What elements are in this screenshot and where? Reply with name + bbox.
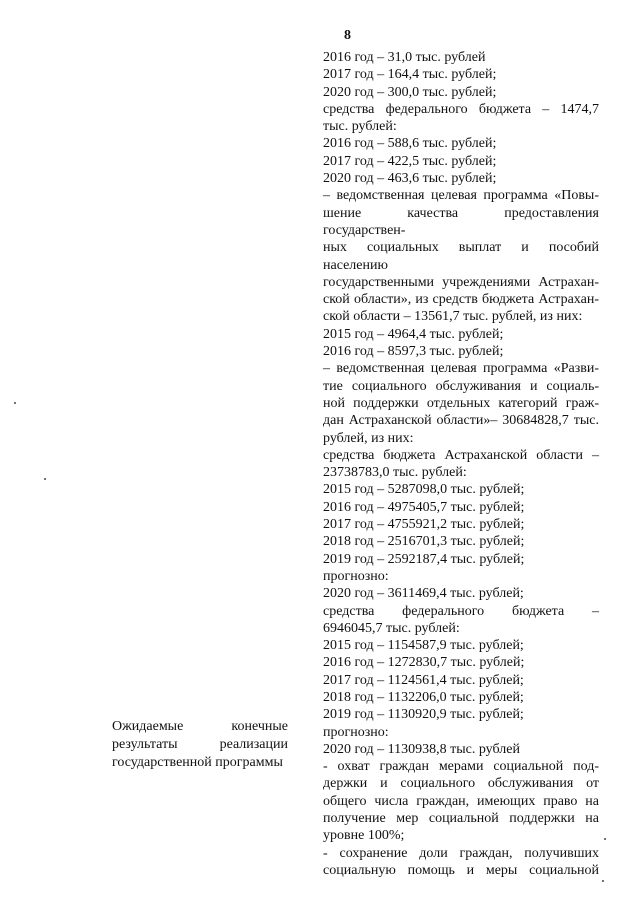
text-line: держки и социального обслуживания от	[323, 776, 599, 792]
text-line: шение качества предоставления государствен-	[323, 205, 599, 238]
scan-speck	[14, 402, 16, 404]
text-line: дан Астраханской области»– 30684828,7 тыс.	[323, 413, 599, 429]
text-line: 2016 год – 1272830,7 тыс. рублей;	[323, 655, 525, 671]
text-line: - охват граждан мерами социальной под-	[323, 759, 599, 775]
text-line: прогнозно:	[323, 724, 389, 740]
text-line: 6946045,7 тыс. рублей:	[323, 620, 460, 636]
text-line: 2019 год – 2592187,4 тыс. рублей;	[323, 551, 525, 567]
text-line: 23738783,0 тыс. рублей:	[323, 465, 467, 481]
scan-speck	[604, 838, 606, 840]
text-line: 2020 год – 3611469,4 тыс. рублей;	[323, 586, 524, 602]
text-line: 2020 год – 1130938,8 тыс. рублей	[323, 741, 520, 757]
text-line: получение мер социальной поддержки на	[323, 811, 599, 827]
text-line: 2020 год – 463,6 тыс. рублей;	[323, 171, 497, 187]
text-line: 2018 год – 1132206,0 тыс. рублей;	[323, 689, 524, 705]
funding-text-column	[323, 49, 599, 879]
text-line: ной поддержки отдельных категорий граж-	[323, 395, 599, 411]
text-line: 2016 год – 588,6 тыс. рублей;	[323, 136, 497, 152]
text-line: – ведомственная целевая программа «Разви-	[323, 361, 599, 377]
text-line: рублей, из них:	[323, 430, 414, 446]
text-line: - сохранение доли граждан, получивших	[323, 845, 599, 861]
text-line: средства бюджета Астраханской области –	[323, 447, 599, 463]
expected-results-label: Ожидаемые конечные результаты реализации государственной программы	[112, 719, 288, 770]
text-line: 2015 год – 5287098,0 тыс. рублей;	[323, 482, 525, 498]
text-line: 2020 год – 300,0 тыс. рублей;	[323, 84, 497, 100]
text-line: 2017 год – 422,5 тыс. рублей;	[323, 153, 497, 169]
scan-speck	[602, 880, 604, 882]
text-line: 2017 год – 4755921,2 тыс. рублей;	[323, 517, 525, 533]
text-line: средства федерального бюджета – 1474,7	[323, 101, 599, 117]
text-line: 2019 год – 1130920,9 тыс. рублей;	[323, 707, 524, 723]
text-line: 2018 год – 2516701,3 тыс. рублей;	[323, 534, 525, 550]
text-line: 2016 год – 8597,3 тыс. рублей;	[323, 344, 504, 360]
text-line: общего числа граждан, имеющих право на	[323, 793, 599, 809]
text-line: тыс. рублей:	[323, 119, 397, 135]
text-line: 2015 год – 4964,4 тыс. рублей;	[323, 326, 504, 342]
text-line: уровне 100%;	[323, 828, 405, 844]
text-line: средства федерального бюджета –	[323, 603, 599, 619]
text-line: ской области – 13561,7 тыс. рублей, из них:	[323, 309, 583, 325]
text-line: ской области», из средств бюджета Астрахан-	[323, 292, 599, 308]
text-line: 2017 год – 1124561,4 тыс. рублей;	[323, 672, 524, 688]
text-line: 2016 год – 31,0 тыс. рублей	[323, 50, 486, 65]
text-line: социальную помощь и меры социальной	[323, 862, 599, 878]
text-line: тие социального обслуживания и социаль-	[323, 378, 599, 394]
text-line: – ведомственная целевая программа «Повы-	[323, 188, 599, 204]
text-line: ных социальных выплат и пособий населению	[323, 240, 599, 273]
text-line: государственными учреждениями Астрахан-	[323, 274, 599, 290]
text-line: прогнозно:	[323, 568, 389, 584]
text-line: 2016 год – 4975405,7 тыс. рублей;	[323, 499, 525, 515]
text-line: 2015 год – 1154587,9 тыс. рублей;	[323, 638, 524, 654]
text-line: 2017 год – 164,4 тыс. рублей;	[323, 67, 497, 83]
scan-speck	[44, 478, 46, 480]
page-number: 8	[344, 28, 351, 43]
